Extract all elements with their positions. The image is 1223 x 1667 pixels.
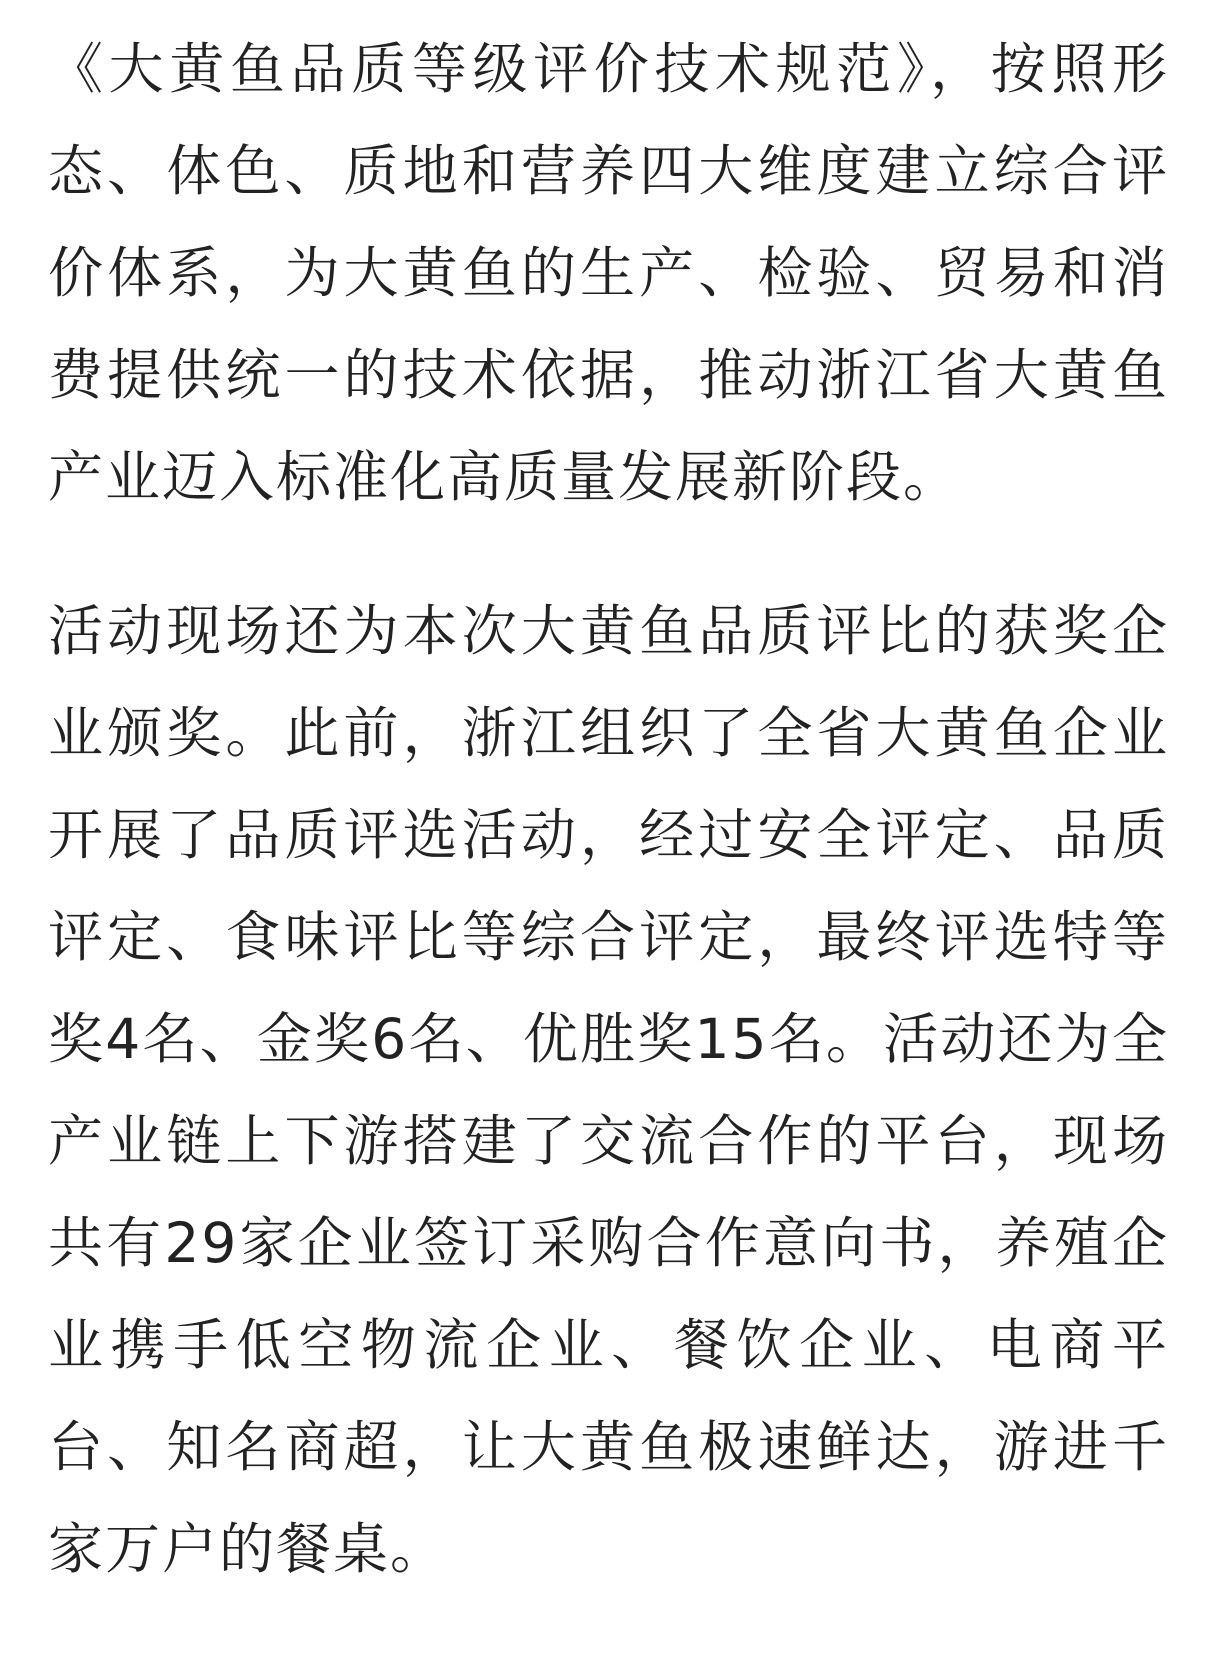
paragraph-grading-standard: 《大黄鱼品质等级评价技术规范》，按照形态、体色、质地和营养四大维度建立综合评价体系，为大黄鱼的生产、检验、贸易和消费提供统一的技术依据，推动浙江省大黄鱼产业迈入标准化高质量发展新阶段。 <box>48 37 1169 509</box>
paragraph-award-ceremony: 活动现场还为本次大黄鱼品质评比的获奖企业颁奖。此前，浙江组织了全省大黄鱼企业开展了品质评选活动，经过安全评定、品质评定、食味评比等综合评定，最终评选特等奖4名、金奖6名、优胜奖15名。活动还为全产业链上下游搭建了交流合作的平台，现场共有29家企业签订采购合作意向书，养殖企业携手低空物流企业、餐饮企业、电商平台、知名商超，让大黄鱼极速鲜达，游进千家万户的餐桌。 <box>48 599 1169 1581</box>
